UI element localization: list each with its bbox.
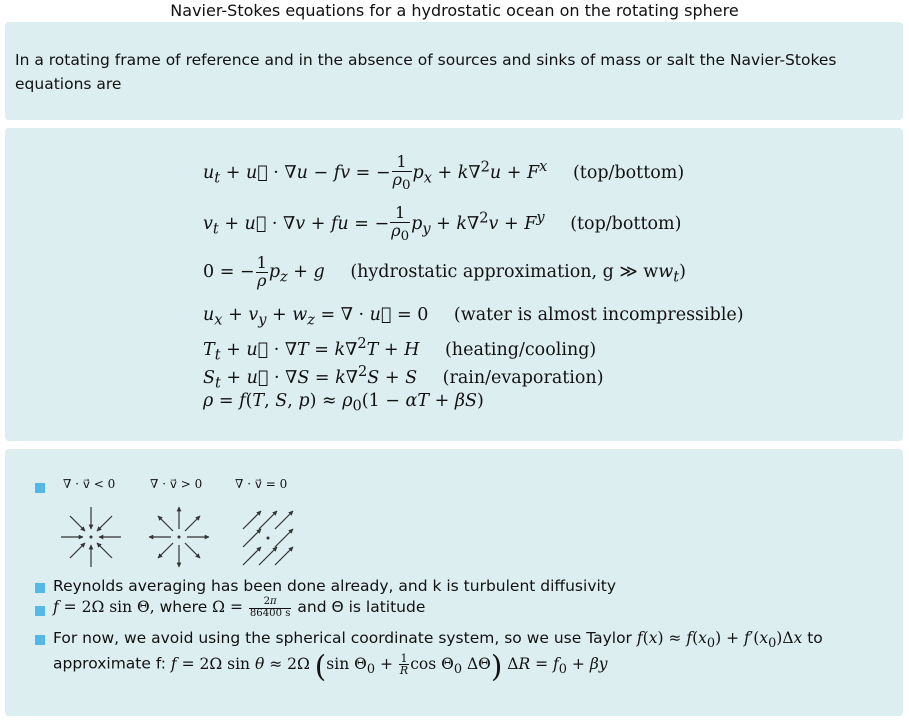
reynolds-note: Reynolds averaging has been done already, and k is turbulent diffusivity (53, 577, 617, 595)
momentum-y-equation: $v_t$ + u⃗ · ∇v + fu = − $\frac{1}{\rho_0}$ $p_y + k\nabla^2v + F^y$ (top/bottom) (203, 203, 682, 245)
eq4-annotation: (water is almost incompressible) (453, 305, 744, 325)
bullet-marker (35, 583, 45, 593)
taylor-to-text: to (807, 629, 823, 647)
eq6-annotation: (rain/evaporation) (442, 367, 604, 388)
hydrostatic-equation: 0 = − $\frac{1}{\rho}$ $p_z + g$ (hydrostatic approximation, g ≫ $ww_t$) (203, 253, 686, 290)
taylor-note-line2: approximate f: f = 2Ω sin θ ≈ 2Ω (sin $\Theta_0$ + $\frac{1}{R}$ $\cos \Theta_0$ ΔΘ) $\Delta R = f_0 + \beta y$ (53, 649, 608, 683)
divergence-arrows-icon (149, 507, 209, 567)
salinity-equation: $S_t$ + u⃗ · ∇S = k∇$^2$S + S (rain/evaporation) (203, 363, 604, 392)
parallel-arrows-icon (243, 511, 293, 565)
bullet-marker (35, 483, 45, 493)
page-title: Navier-Stokes equations for a hydrostatic ocean on the rotating sphere (170, 1, 739, 20)
convergence-arrows-icon (61, 507, 121, 567)
eq5-annotation: (heating/cooling) (444, 339, 597, 360)
bullet-marker (35, 606, 45, 616)
intro-text: In a rotating frame of reference and in the absence of sources and sinks of mass or salt the Navier-Stokes equations are (15, 51, 837, 93)
coriolis-note: f = 2Ω sin Θ, where Ω = $\frac{2\pi}{86400 s}$ and Θ is latitude (53, 596, 426, 619)
intro-panel (5, 22, 903, 120)
eq2-annotation: (top/bottom) (570, 214, 682, 235)
coriolis-latitude-text: and Θ is latitude (297, 598, 426, 617)
equations-panel (5, 128, 903, 441)
convergence-label: ∇ · v⃗ < 0 (63, 477, 116, 491)
continuity-equation: $u_x + v_y + w_z$ = ∇ · u⃗ = 0 (water is almost incompressible) (203, 305, 744, 329)
momentum-x-equation: $u_t$ + u⃗ · ∇u − fv = − $\frac{1}{\rho_0}$ $p_x + k\nabla^2u + F^x$ (top/bottom) (203, 152, 685, 194)
taylor-approx-text: approximate f: (53, 654, 166, 673)
equation-of-state: ρ = f(T, S, $p) \approx \rho_0(1 - \alpha T + \beta S)$ (203, 391, 484, 415)
divergence-label: ∇ · v⃗ > 0 (150, 477, 203, 491)
coriolis-where-text: where (159, 598, 208, 617)
bullet-marker (35, 635, 45, 645)
taylor-note-line1: For now, we avoid using the spherical coordinate system, so we use Taylor $f(x) \approx f(x_0) + f'(x_0)\Delta x$ to (53, 629, 823, 652)
taylor-text: For now, we avoid using the spherical coordinate system, so we use Taylor (53, 629, 632, 647)
zero-divergence-label: ∇ · v⃗ = 0 (235, 477, 288, 491)
divergence-diagrams (45, 501, 335, 581)
temperature-equation: $T_t$ + u⃗ · ∇T = k∇$^2$T + H (heating/cooling) (203, 335, 597, 364)
eq1-annotation: (top/bottom) (572, 163, 685, 184)
eq3-annotation: (hydrostatic approximation, g ≫ w (350, 261, 659, 282)
notes-panel (5, 449, 903, 716)
